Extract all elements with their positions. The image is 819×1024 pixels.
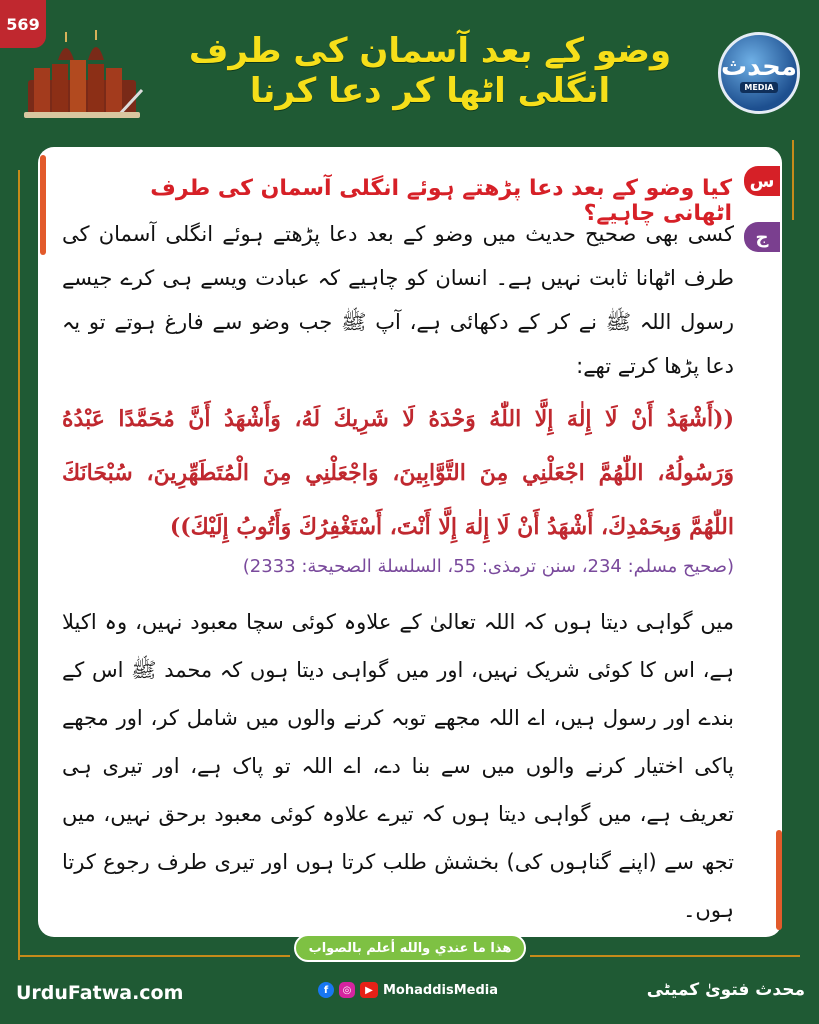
frame-top-right	[792, 140, 794, 220]
instagram-icon[interactable]: ◎	[339, 982, 355, 998]
accent-bar-left	[40, 155, 46, 255]
frame-bottom-left	[20, 955, 290, 957]
conclusion-badge: هذا ما عندي والله أعلم بالصواب	[294, 934, 526, 962]
dua-text: ((أَشْهَدُ أَنْ لَا إِلٰهَ إِلَّا اللّٰهُ وَحْدَهُ لَا شَرِيكَ لَهُ، وَأَشْهَدُ أَنَّ مُحَمَّدًا عَبْدُهُ وَرَسُولُهُ، اللّٰهُمَّ اجْعَلْنِي مِنَ التَّوَّابِينَ، وَاجْعَلْنِي مِنَ الْمُتَطَهِّرِينَ، سُبْحَانَكَ اللّٰهُمَّ وَبِحَمْدِكَ، أَشْهَدُ أَنْ لَا إِلٰهَ إِلَّا أَنْتَ، أَسْتَغْفِرُكَ وَأَتُوبُ إِلَيْكَ))	[62, 406, 734, 540]
facebook-icon[interactable]: f	[318, 982, 334, 998]
question-label: س	[744, 166, 780, 196]
question-text: کیا وضو کے بعد دعا پڑھتے ہوئے انگلی آسمان کی طرف اٹھانی چاہیے؟	[150, 176, 732, 226]
logo-glyph: محدث	[721, 51, 797, 82]
site-link[interactable]: UrduFatwa.com	[16, 982, 184, 1004]
answer-label: ج	[744, 222, 780, 252]
answer-text: کسی بھی صحیح حدیث میں وضو کے بعد دعا پڑھتے ہوئے انگلی آسمان کی طرف اٹھانا ثابت نہیں ہے۔ انسان کو چاہیے کہ عبادت ویسے ہی کرے جیسے رسول اللہ ﷺ نے کر کے دکھائی ہے، آپ ﷺ جب وضو سے فارغ ہوتے تو یہ دعا پڑھا کرتے تھے:	[62, 222, 734, 378]
books-illustration-icon	[18, 30, 146, 122]
card-frame-left	[18, 170, 24, 960]
committee-name: محدث فتویٰ کمیٹی	[646, 980, 805, 1000]
frame-bottom-right	[530, 955, 800, 957]
page-number: 569	[0, 0, 46, 48]
youtube-icon[interactable]: ▶	[360, 982, 378, 998]
social-links[interactable]	[318, 982, 498, 998]
social-handle[interactable]: MohaddisMedia	[383, 982, 498, 998]
logo-subtext: MEDIA	[740, 82, 777, 93]
mohaddis-media-logo	[718, 32, 800, 114]
reference-text: (صحیح مسلم: 234، سنن ترمذی: 55، السلسلة الصحیحة: 2333)	[242, 556, 734, 577]
translation-text: میں گواہی دیتا ہوں کہ اللہ تعالیٰ کے علاوہ کوئی سچا معبود نہیں، وہ اکیلا ہے، اس کا کوئی شریک نہیں، اور میں گواہی دیتا ہوں کہ محمد ﷺ اس کے بندے اور رسول ہیں، اے اللہ مجھے توبہ کرنے والوں میں شامل کر، اور مجھے پاکی اختیار کرنے والوں میں سے بنا دے، اے اللہ تو پاک ہے، اور تیری ہی تعریف ہے، میں گواہی دیتا ہوں کہ تیرے علاوہ کوئی معبود برحق نہیں، میں تجھ سے (اپنے گناہوں کی) بخشش طلب کرتا ہوں اور تیری طرف رجوع کرتا ہوں۔	[62, 610, 734, 922]
accent-bar-right	[776, 830, 782, 930]
page-title: وضو کے بعد آسمان کی طرف انگلی اٹھا کر دعا کرنا	[188, 31, 672, 111]
